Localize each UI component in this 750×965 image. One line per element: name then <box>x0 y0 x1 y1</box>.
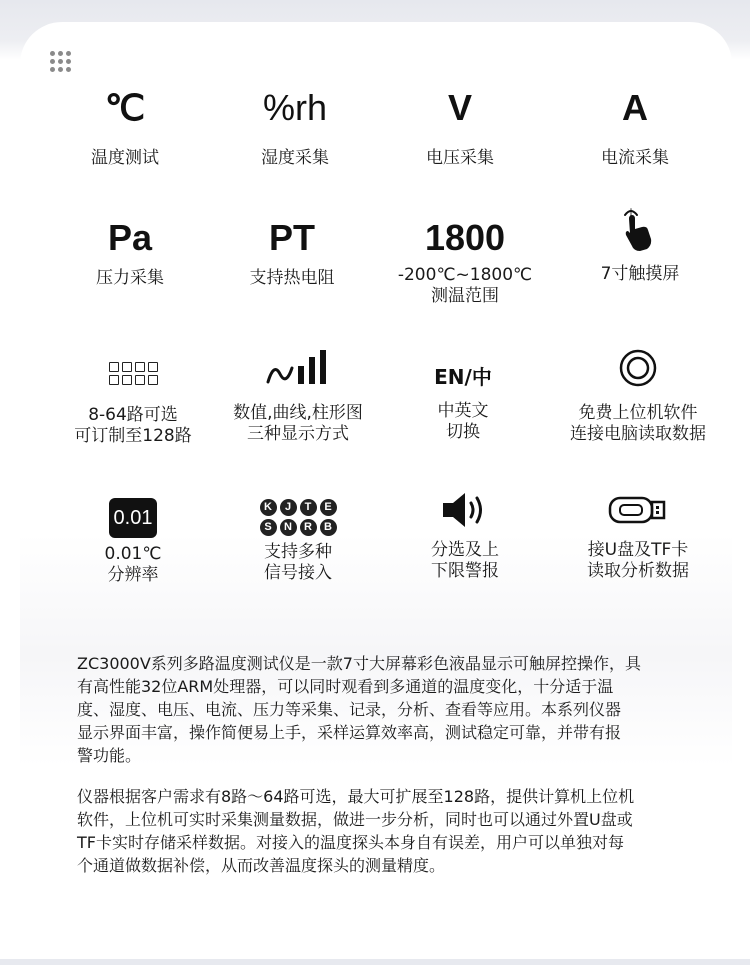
paragraph-line: 有高性能32位ARM处理器，可以同时观看到多通道的温度变化，十分适于温 <box>77 677 614 696</box>
paragraph-line: 仪器根据客户需求有8路～64路可选，最大可扩展至128路，提供计算机上位机 <box>77 787 635 806</box>
signal-key: T <box>300 499 317 516</box>
feature-label: 压力采集 <box>96 268 164 288</box>
feature-label-line2: 信号接入 <box>264 563 332 583</box>
feature-signals <box>213 499 383 584</box>
signal-key: S <box>260 519 277 536</box>
language-icon: EN/中 <box>434 365 492 389</box>
feature-alarm <box>380 490 550 582</box>
speaker-icon <box>441 490 489 530</box>
feature-label: 温度测试 <box>91 148 159 168</box>
feature-label-line1: 分选及上 <box>431 540 499 560</box>
resolution-badge: 0.01 <box>109 498 157 538</box>
menu-dots-icon[interactable] <box>50 51 72 69</box>
paragraph-line: ZC3000V系列多路温度测试仪是一款7寸大屏幕彩色液晶显示可触屏控操作，具 <box>77 654 641 673</box>
feature-channels <box>48 362 218 447</box>
pressure-symbol: Pa <box>107 217 153 258</box>
feature-label-line1: -200℃~1800℃ <box>397 265 533 285</box>
signal-key: K <box>260 499 277 516</box>
feature-label-line1: 8-64路可选 <box>88 405 178 425</box>
signal-key: J <box>280 499 297 516</box>
feature-label: 湿度采集 <box>261 148 329 168</box>
feature-humidity <box>210 88 380 169</box>
feature-display <box>213 348 383 445</box>
feature-label-line1: 接U盘及TF卡 <box>587 540 689 560</box>
paragraph-line: 显示界面丰富，操作简便易上手，采样运算效率高，测试稳定可靠，并带有报 <box>77 723 622 742</box>
signal-key: B <box>320 519 337 536</box>
channel-grid-icon <box>109 362 158 385</box>
feature-software <box>553 348 723 445</box>
feature-label-line1: 0.01℃ <box>104 544 162 564</box>
signal-key: N <box>280 519 297 536</box>
feature-label-line2: 切换 <box>446 422 480 442</box>
pt-symbol: PT <box>268 217 315 258</box>
feature-pressure <box>45 218 215 289</box>
feature-label: 电压采集 <box>426 148 494 168</box>
humidity-symbol: %rh <box>262 87 328 128</box>
temperature-symbol: ℃ <box>104 87 146 128</box>
signal-key: R <box>300 519 317 536</box>
paragraph-line: 个通道做数据补偿，从而改善温度探头的测量精度。 <box>77 856 446 875</box>
feature-label: 支持热电阻 <box>249 268 335 288</box>
touch-hand-icon <box>620 205 660 255</box>
signal-types-icon <box>260 499 337 536</box>
feature-touch <box>555 205 725 285</box>
feature-pt <box>207 218 377 289</box>
curve-bars-icon <box>266 348 330 388</box>
feature-label: 电流采集 <box>601 148 669 168</box>
paragraph-line: 软件，上位机可实时采集测量数据，做进一步分析，同时也可以通过外置U盘或 <box>77 810 633 829</box>
feature-label-line2: 分辨率 <box>107 565 159 585</box>
description-paragraph-2 <box>77 785 697 877</box>
feature-label-line1: 免费上位机软件 <box>578 403 698 423</box>
target-circle-icon <box>618 348 658 388</box>
signal-key: E <box>320 499 337 516</box>
feature-label-line1: 支持多种 <box>264 542 332 562</box>
usb-drive-icon <box>606 490 670 530</box>
feature-label-line2: 三种显示方式 <box>247 424 349 444</box>
feature-current <box>550 88 720 169</box>
feature-usb <box>553 490 723 582</box>
range-symbol: 1800 <box>424 217 506 258</box>
bottom-divider <box>0 959 750 965</box>
feature-label-line2: 下限警报 <box>431 561 499 581</box>
paragraph-line: 度、湿度、电压、电流、压力等采集、记录，分析、查看等应用。本系列仪器 <box>77 700 622 719</box>
feature-label-line2: 可订制至128路 <box>74 426 192 446</box>
feature-label-line1: 中英文 <box>437 401 489 421</box>
feature-language <box>378 360 548 443</box>
feature-label-line2: 测温范围 <box>431 286 499 306</box>
feature-label: 7寸触摸屏 <box>600 264 680 284</box>
description-paragraph-1 <box>77 652 697 767</box>
paragraph-line: TF卡实时存储采样数据。对接入的温度探头本身自有误差，用户可以单独对每 <box>77 833 624 852</box>
feature-label-line2: 连接电脑读取数据 <box>570 424 706 444</box>
feature-range <box>380 218 550 307</box>
paragraph-line: 警功能。 <box>77 746 142 765</box>
feature-label-line1: 数值,曲线,柱形图 <box>233 403 363 423</box>
feature-temperature <box>40 88 210 169</box>
voltage-symbol: V <box>447 87 472 128</box>
current-symbol: A <box>622 87 648 128</box>
feature-voltage <box>375 88 545 169</box>
feature-label-line2: 读取分析数据 <box>587 561 689 581</box>
feature-resolution <box>48 498 218 586</box>
